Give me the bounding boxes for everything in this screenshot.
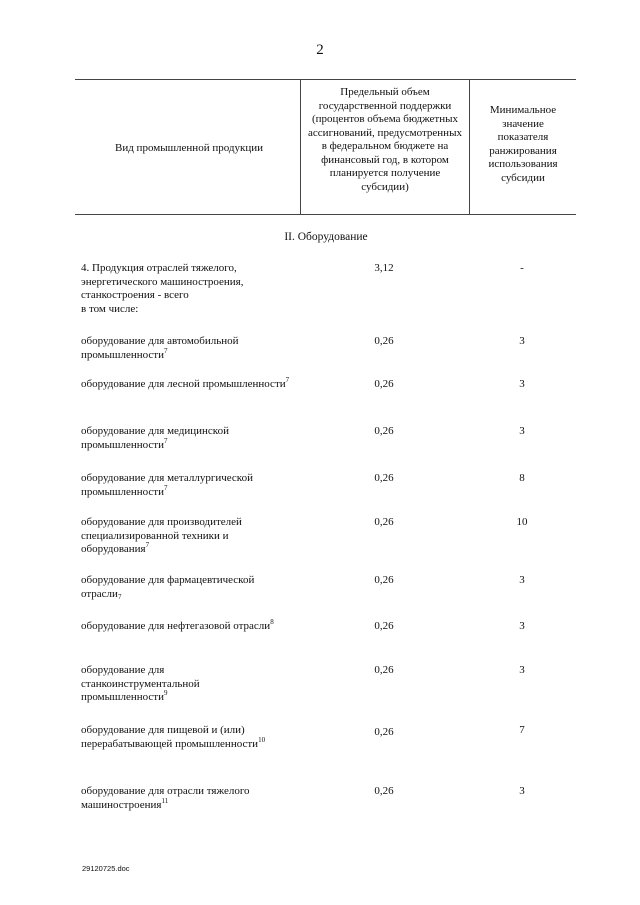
row-name: оборудование для фармацевтической отрасли <box>81 574 255 600</box>
header-max-support: Предельный объем государственной поддержки (процентов объема бюджетных ассигнований, предусмотренных в федеральном бюджете на финансовый год, в котором планируется получение субсидии) <box>308 86 462 193</box>
row-rank: 10 <box>516 516 528 528</box>
footnote-ref: 7 <box>117 592 122 601</box>
row-rank: 3 <box>519 378 525 390</box>
row-rank: 3 <box>519 335 525 347</box>
footnote-ref: 8 <box>270 618 274 626</box>
footnote-ref: 7 <box>145 541 150 549</box>
row-value: 0,26 <box>374 785 394 797</box>
row-value: 0,26 <box>374 335 394 347</box>
footnote-ref: 10 <box>258 735 266 744</box>
row-name: оборудование для пищевой и (или) перерабатывающей промышленности <box>81 724 259 750</box>
row-value: 0,26 <box>374 574 394 586</box>
row-value: 0,26 <box>374 726 394 738</box>
row-value: 3,12 <box>374 262 394 274</box>
section-title: II. Оборудование <box>284 231 368 243</box>
row-rank: 8 <box>519 472 525 484</box>
footer-doc-code: 29120725.doc <box>82 864 130 873</box>
row-name: оборудование для станкоинструментальной промышленности <box>81 664 200 703</box>
row-value: 0,26 <box>374 472 394 484</box>
row-rank: 7 <box>519 724 525 736</box>
footnote-ref: 7 <box>285 376 290 384</box>
row-name: оборудование для металлургической промышленности <box>81 472 253 498</box>
row-rank: 3 <box>519 785 525 797</box>
header-min-ranking: Минимальное значение показателя ранжирования использования субсидии <box>488 104 558 184</box>
row-rank: 3 <box>519 425 525 437</box>
table-top-rule <box>75 79 576 80</box>
row-name: оборудование для отрасли тяжелого машиностроения <box>81 785 250 811</box>
footnote-ref: 7 <box>164 346 168 355</box>
column-divider-1 <box>300 79 301 214</box>
row-name: оборудование для лесной промышленности <box>81 378 286 390</box>
column-divider-2 <box>469 79 470 214</box>
header-product-type: Вид промышленной продукции <box>114 142 264 154</box>
footnote-ref: 11 <box>161 796 169 805</box>
row-value: 0,26 <box>374 425 394 437</box>
row-rank: 3 <box>519 620 525 632</box>
page-number: 2 <box>316 42 324 58</box>
row-name: оборудование для автомобильной промышленности <box>81 335 239 361</box>
row-name: оборудование для медицинской промышленности <box>81 425 229 451</box>
footnote-ref: 7 <box>164 483 168 492</box>
row-name-continuation: в том числе: <box>81 302 139 315</box>
row-name: оборудование для производителей специализированной техники и оборудования <box>81 516 242 555</box>
row-rank: - <box>520 262 524 274</box>
row-rank: 3 <box>519 574 525 586</box>
row-rank: 3 <box>519 664 525 676</box>
row-value: 0,26 <box>374 664 394 676</box>
row-value: 0,26 <box>374 620 394 632</box>
row-value: 0,26 <box>374 378 394 390</box>
footnote-ref: 7 <box>164 436 168 445</box>
row-name: 4. Продукция отраслей тяжелого, энергетического машиностроения, станкостроения - всего <box>81 262 244 301</box>
row-name: оборудование для нефтегазовой отрасли <box>81 620 271 632</box>
table-header-bottom-rule <box>75 214 576 215</box>
footnote-ref: 9 <box>164 689 168 697</box>
row-value: 0,26 <box>374 516 394 528</box>
